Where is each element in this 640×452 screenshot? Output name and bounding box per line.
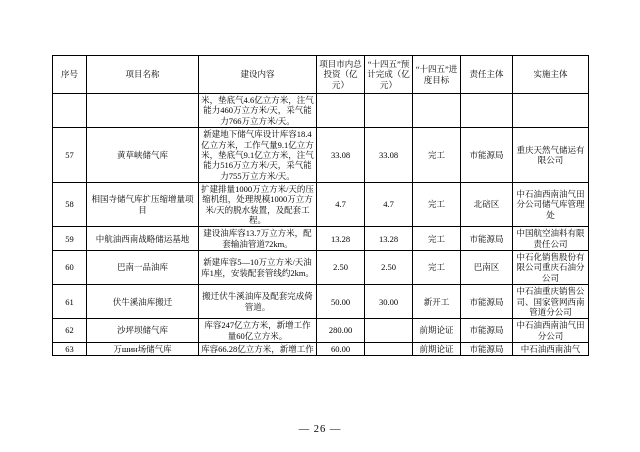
cell-progress: 完工: [413, 227, 461, 251]
cell-content: 库容66.28亿立方米，新增工作: [199, 342, 317, 355]
table-header-responsible: 责任主体: [461, 56, 513, 94]
cell-planned: 4.7: [365, 182, 413, 226]
cell-name: [87, 94, 199, 128]
cell-responsible: 市能源局: [461, 342, 513, 355]
cell-content: 新建地下储气库设计库容18.4亿立方米，工作气量9.1亿立方米，垫底气9.1亿立方米，注气能力516万立方米/天，采气能力755万立方米/天。: [199, 128, 317, 183]
cell-planned: 30.00: [365, 285, 413, 319]
cell-responsible: 北碚区: [461, 182, 513, 226]
cell-implementer: 中石油西南油气田分公司: [513, 319, 589, 343]
cell-name: 相国寺储气库扩压缩增量项目: [87, 182, 199, 226]
cell-name: 万шин场储气库: [87, 342, 199, 355]
cell-implementer: 重庆天然气储运有限公司: [513, 128, 589, 183]
cell-total-investment: 2.50: [317, 251, 365, 285]
cell-name: 伏牛溪油库搬迁: [87, 285, 199, 319]
cell-name: 巴南一品油库: [87, 251, 199, 285]
cell-name: 黄草峡储气库: [87, 128, 199, 183]
table-row: [53, 285, 589, 319]
cell-total-investment: [317, 94, 365, 128]
cell-responsible: 市能源局: [461, 128, 513, 183]
cell-planned: 33.08: [365, 128, 413, 183]
cell-total-investment: 280.00: [317, 319, 365, 343]
project-table: [52, 55, 589, 356]
table-row: [53, 94, 589, 128]
table-header-progress: “十四五”进度目标: [413, 56, 461, 94]
cell-planned: [365, 342, 413, 355]
cell-total-investment: 4.7: [317, 182, 365, 226]
cell-progress: 前期论证: [413, 319, 461, 343]
table-row: [53, 128, 589, 183]
cell-planned: 2.50: [365, 251, 413, 285]
cell-total-investment: 50.00: [317, 285, 365, 319]
table-header-implementer: 实施主体: [513, 56, 589, 94]
project-table-container: [52, 55, 588, 356]
cell-implementer: 中国航空油料有限责任公司: [513, 227, 589, 251]
cell-seq: 57: [53, 128, 87, 183]
cell-content: 搬迁伏牛溪油库及配套完成倚管道。: [199, 285, 317, 319]
cell-name: 中航油西南战略储运基地: [87, 227, 199, 251]
cell-total-investment: 60.00: [317, 342, 365, 355]
cell-seq: 60: [53, 251, 87, 285]
table-row: [53, 342, 589, 355]
cell-total-investment: 13.28: [317, 227, 365, 251]
cell-progress: [413, 94, 461, 128]
cell-seq: [53, 94, 87, 128]
cell-planned: [365, 94, 413, 128]
cell-content: 扩建排量1000万立方米/天的压缩机组，处理规模1000万立方米/天的脱水装置，及配套工程。: [199, 182, 317, 226]
cell-implementer: 中石化销售股份有限公司重庆石油分公司: [513, 251, 589, 285]
page-number: — 26 —: [298, 424, 342, 435]
cell-responsible: 巴南区: [461, 251, 513, 285]
cell-implementer: [513, 94, 589, 128]
cell-implementer: 中石油西南油气田分公司储气库管理处: [513, 182, 589, 226]
cell-progress: 完工: [413, 182, 461, 226]
table-header-planned: “十四五”预计完成（亿元）: [365, 56, 413, 94]
table-header-content: 建设内容: [199, 56, 317, 94]
cell-progress: 完工: [413, 128, 461, 183]
cell-implementer: 中石油西南油气: [513, 342, 589, 355]
table-row: [53, 319, 589, 343]
table-row: [53, 251, 589, 285]
cell-content: 库容247亿立方米，新增工作量60亿立方米。: [199, 319, 317, 343]
cell-content: 建设油库容13.7万立方米，配套输油管道72km。: [199, 227, 317, 251]
cell-responsible: 市能源局: [461, 227, 513, 251]
cell-total-investment: 33.08: [317, 128, 365, 183]
table-header-row: [53, 56, 589, 94]
cell-content: 米，垫底气4.6亿立方米，注气能力460万立方米/天，采气能力766万立方米/天。: [199, 94, 317, 128]
cell-planned: 13.28: [365, 227, 413, 251]
table-row: [53, 182, 589, 226]
cell-seq: 62: [53, 319, 87, 343]
table-header-name: 项目名称: [87, 56, 199, 94]
cell-seq: 58: [53, 182, 87, 226]
cell-seq: 63: [53, 342, 87, 355]
cell-implementer: 中石油重庆销售公司、国家管网西南管道分公司: [513, 285, 589, 319]
cell-content: 新建库容5—10万立方米/天油库1座，安装配套管线约2km。: [199, 251, 317, 285]
cell-responsible: 市能源局: [461, 319, 513, 343]
table-row: [53, 227, 589, 251]
cell-planned: [365, 319, 413, 343]
cell-responsible: [461, 94, 513, 128]
cell-progress: 完工: [413, 251, 461, 285]
cell-responsible: 市能源局: [461, 285, 513, 319]
cell-seq: 61: [53, 285, 87, 319]
table-header-seq: 序号: [53, 56, 87, 94]
table-header-total-investment: 项目市内总投资（亿元）: [317, 56, 365, 94]
cell-seq: 59: [53, 227, 87, 251]
cell-name: 沙坪坝储气库: [87, 319, 199, 343]
cell-progress: 前期论证: [413, 342, 461, 355]
cell-progress: 新开工: [413, 285, 461, 319]
